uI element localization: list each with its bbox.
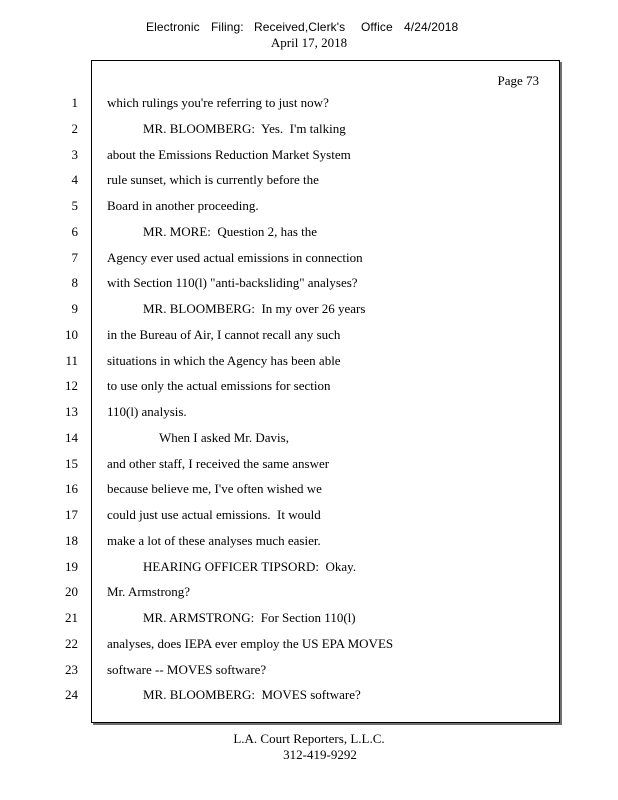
court-reporter-phone: 312-419-9292 <box>283 747 357 762</box>
line-number: 18 <box>65 533 78 548</box>
line-number: 2 <box>71 121 78 136</box>
line-number: 8 <box>71 275 78 290</box>
transcript-date: April 17, 2018 <box>270 35 348 50</box>
line-number: 3 <box>71 147 78 162</box>
line-number: 15 <box>65 456 78 471</box>
line-text: which rulings you're referring to just now? <box>107 95 329 110</box>
line-text: MR. BLOOMBERG: In my over 26 years <box>143 301 366 316</box>
line-text: MR. BLOOMBERG: Yes. I'm talking <box>143 121 346 136</box>
line-number: 13 <box>65 404 78 419</box>
line-text: Mr. Armstrong? <box>107 584 191 599</box>
line-text: analyses, does IEPA ever employ the US EPA MOVES <box>107 636 394 651</box>
line-number: 17 <box>65 507 78 522</box>
line-number: 16 <box>65 481 78 496</box>
line-text: with Section 110(l) "anti-backsliding" analyses? <box>107 275 358 290</box>
line-number: 12 <box>65 378 78 393</box>
line-text: about the Emissions Reduction Market System <box>107 147 351 162</box>
line-number: 7 <box>71 250 78 265</box>
line-text: to use only the actual emissions for section <box>107 378 331 393</box>
line-number: 5 <box>71 198 78 213</box>
line-number: 11 <box>65 353 78 368</box>
line-text: MR. BLOOMBERG: MOVES software? <box>143 687 361 702</box>
court-reporter-name: L.A. Court Reporters, L.L.C. <box>233 731 385 746</box>
line-number: 9 <box>71 301 78 316</box>
line-number: 19 <box>65 559 78 574</box>
line-number: 24 <box>65 687 78 702</box>
line-text: When I asked Mr. Davis, <box>159 430 289 445</box>
line-text: Board in another proceeding. <box>107 198 259 213</box>
line-text: MR. MORE: Question 2, has the <box>143 224 318 239</box>
line-text: because believe me, I've often wished we <box>107 481 322 496</box>
stamp-label-received: Received,Clerk's <box>254 20 346 34</box>
footer <box>0 731 618 763</box>
line-text: could just use actual emissions. It would <box>107 507 321 522</box>
line-text: rule sunset, which is currently before the <box>107 172 319 187</box>
line-number: 14 <box>65 430 78 445</box>
line-number: 21 <box>65 610 78 625</box>
line-text: software -- MOVES software? <box>107 662 267 677</box>
line-number: 20 <box>65 584 78 599</box>
line-number: 22 <box>65 636 78 651</box>
line-number: 4 <box>71 172 78 187</box>
line-text: make a lot of these analyses much easier. <box>107 533 321 548</box>
line-number: 6 <box>71 224 78 239</box>
line-number: 1 <box>71 95 78 110</box>
stamp-label-filing: Filing: <box>211 20 244 34</box>
line-text: Agency ever used actual emissions in connection <box>107 250 363 265</box>
line-number: 23 <box>65 662 78 677</box>
line-text: 110(l) analysis. <box>107 404 187 419</box>
stamp-label-office: Office <box>361 20 393 34</box>
stamp-label-electronic: Electronic <box>146 20 200 34</box>
line-text: situations in which the Agency has been able <box>107 353 341 368</box>
line-text: HEARING OFFICER TIPSORD: Okay. <box>143 559 357 574</box>
line-text: MR. ARMSTRONG: For Section 110(l) <box>143 610 356 625</box>
line-text: and other staff, I received the same answer <box>107 456 330 471</box>
line-text: in the Bureau of Air, I cannot recall any such <box>107 327 341 342</box>
page-number: Page 73 <box>497 73 539 88</box>
stamp-date: 4/24/2018 <box>404 20 459 34</box>
line-number: 10 <box>65 327 78 342</box>
